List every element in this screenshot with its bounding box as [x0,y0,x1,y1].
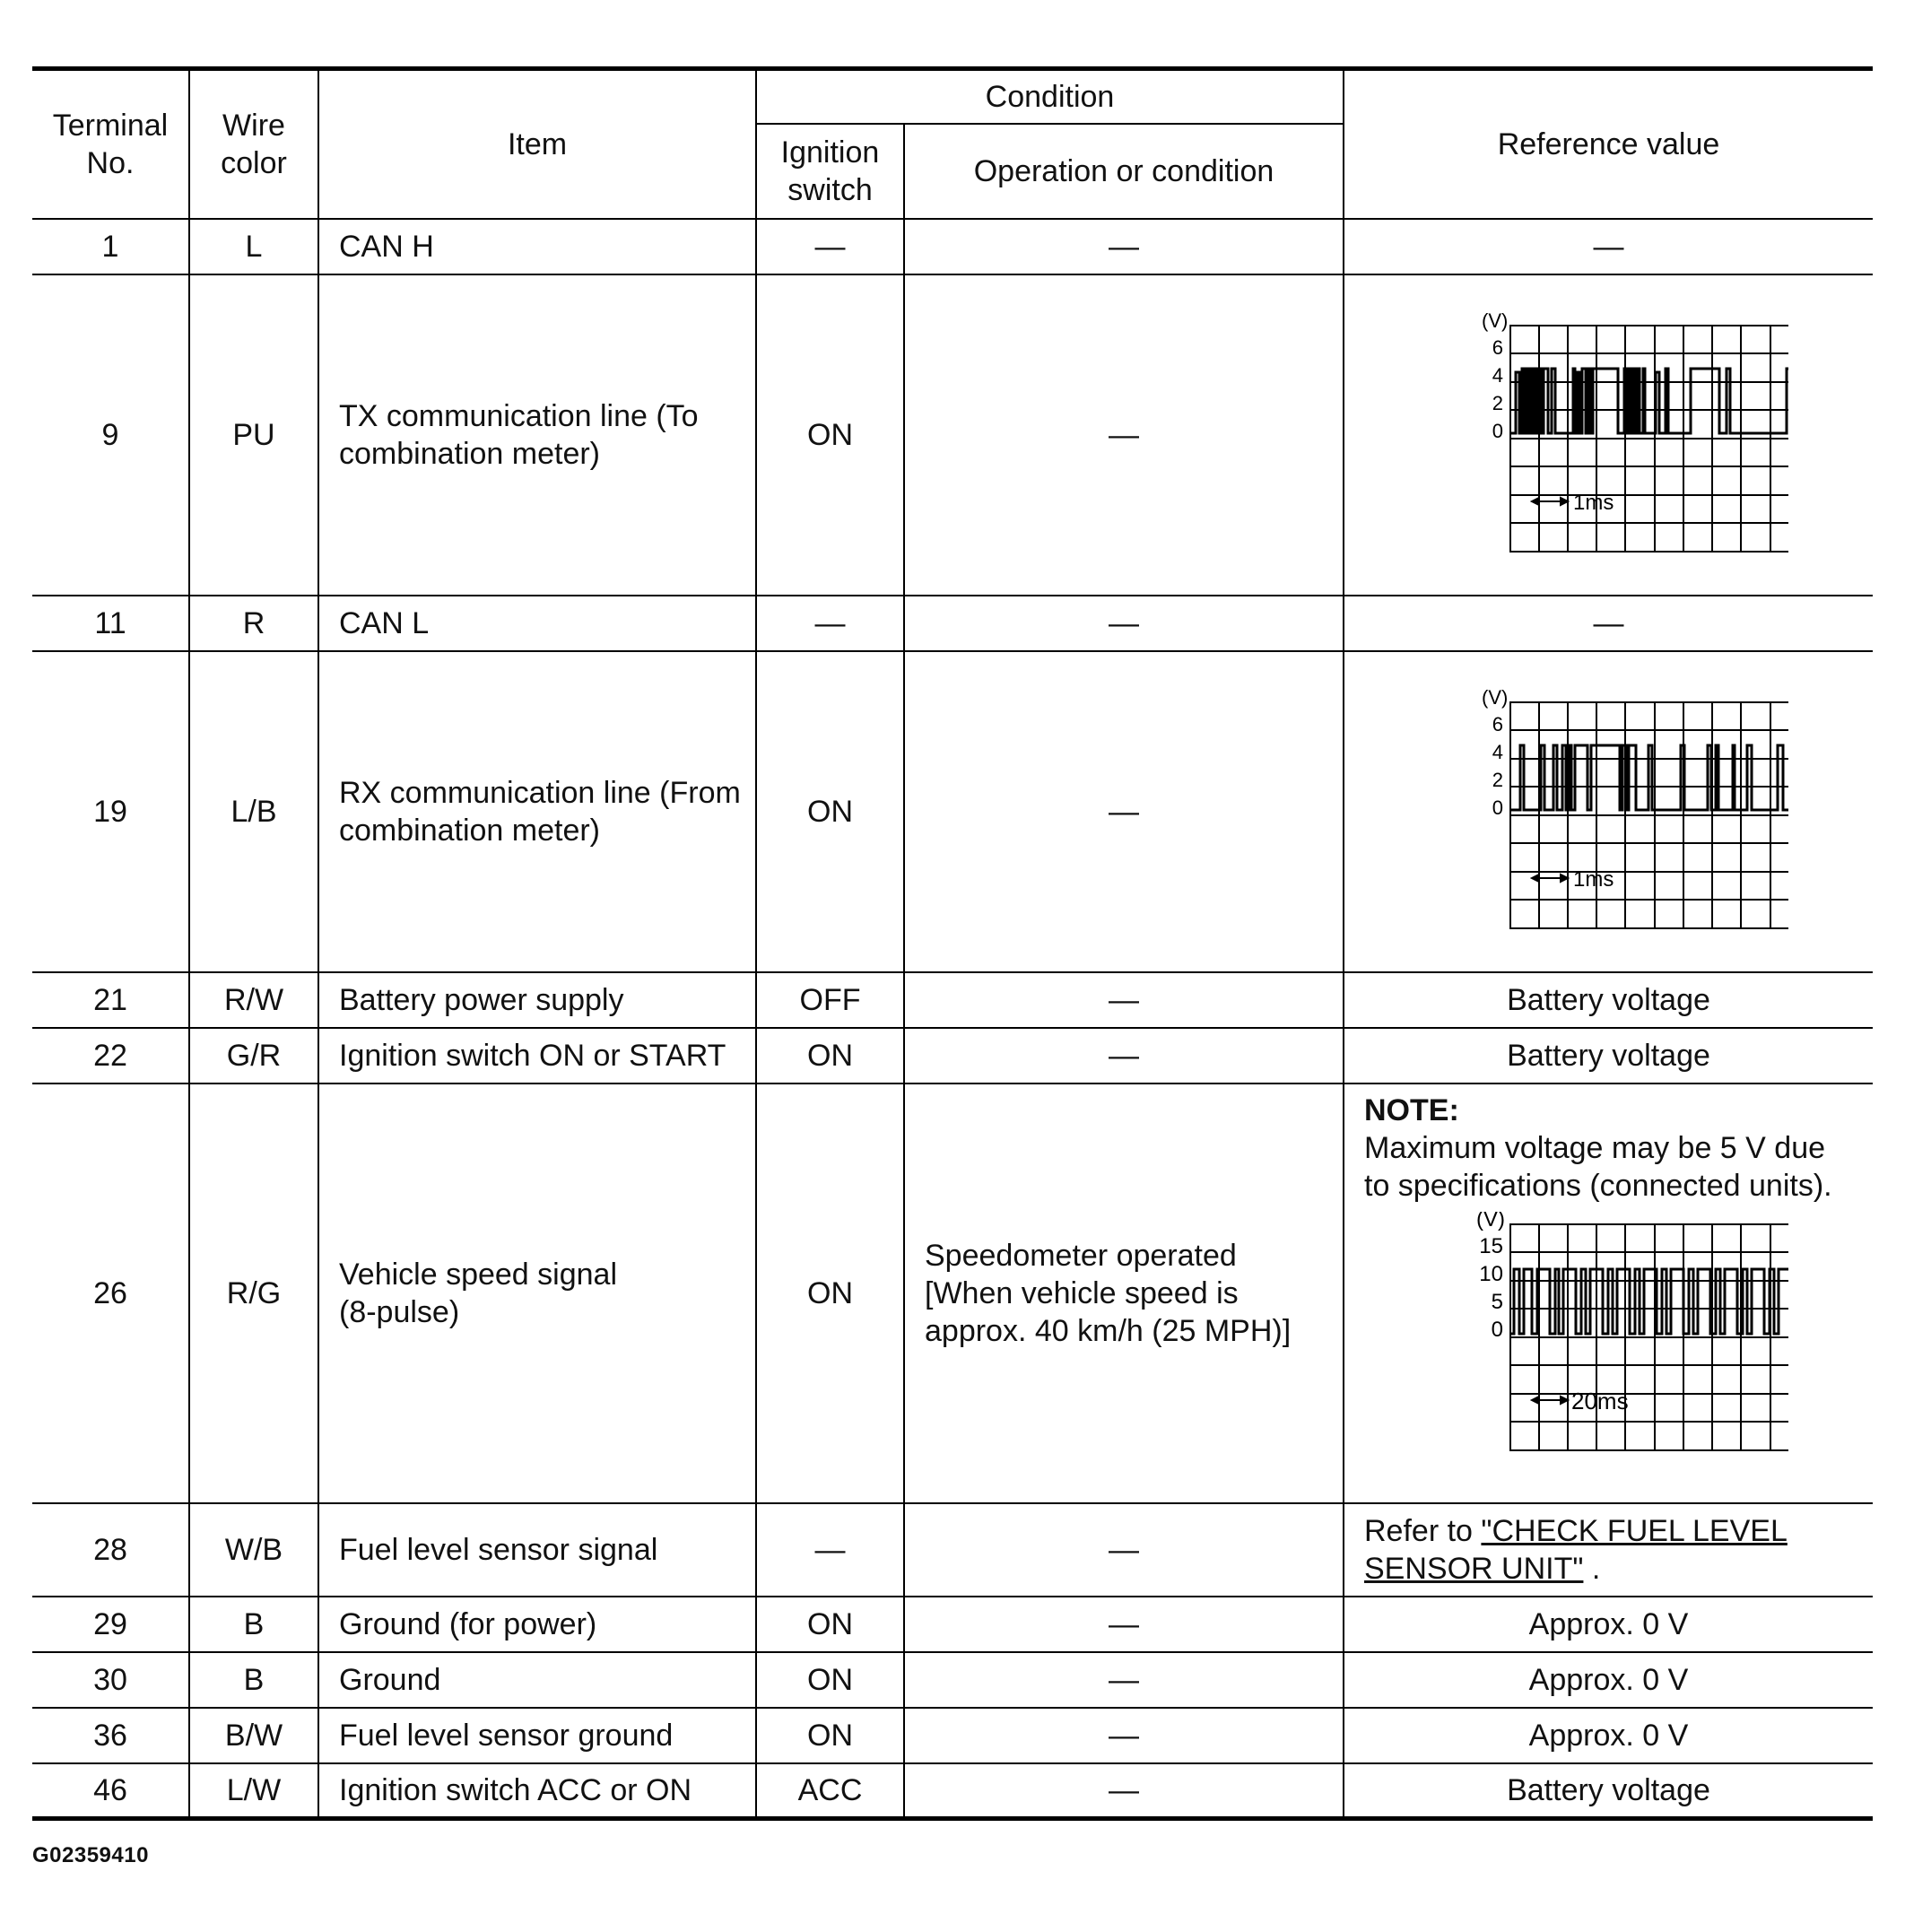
wire-color-cell: PU [189,274,318,596]
wire-color-cell: B/W [189,1708,318,1763]
header-operation-or-condition: Operation or condition [904,124,1344,219]
wire-color-cell: R [189,596,318,651]
wire-color-cell: B [189,1597,318,1652]
waveform-grid [1510,1224,1788,1450]
terminal-cell: 46 [32,1763,189,1819]
operation-cell [904,1083,1344,1503]
waveform-trace [1510,745,1788,810]
item-cell: RX communication line (From combination meter) [318,651,756,972]
terminal-cell: 22 [32,1028,189,1083]
table-row [32,274,1873,596]
check-fuel-level-sensor-unit-link[interactable]: "CHECK FUEL LEVEL SENSOR UNIT" [1364,1513,1788,1586]
note-text: Maximum voltage may be 5 V due to specifications (connected units). [1364,1130,1832,1203]
reference-cell [1344,1083,1873,1503]
reference-suffix: . [1583,1551,1601,1586]
terminal-cell: 19 [32,651,189,972]
operation-cell: — [904,219,1344,274]
reference-cell: Battery voltage [1344,972,1873,1028]
terminal-cell: 26 [32,1083,189,1503]
waveform-grid [1510,326,1788,552]
item-cell: Ground (for power) [318,1597,756,1652]
item-cell: Fuel level sensor ground [318,1708,756,1763]
item-cell: CAN L [318,596,756,651]
figure-id: G02359410 [32,1843,149,1867]
wire-color-cell: R/G [189,1083,318,1503]
operation-cell: — [904,596,1344,651]
waveform-tick: 5 [1491,1289,1503,1314]
ignition-cell: ON [756,1708,904,1763]
wire-color-cell: L/W [189,1763,318,1819]
waveform-tick: 0 [1492,796,1503,819]
rx-waveform [1430,686,1788,937]
ignition-cell: ACC [756,1763,904,1819]
item-cell: Ignition switch ON or START [318,1028,756,1083]
reference-cell [1344,274,1873,596]
operation-line: Speedometer operated [925,1238,1237,1273]
terminal-cell: 36 [32,1708,189,1763]
terminal-cell: 1 [32,219,189,274]
item-cell: Fuel level sensor signal [318,1503,756,1597]
reference-cell: Approx. 0 V [1344,1708,1873,1763]
wire-color-cell: L [189,219,318,274]
waveform-tick: 15 [1478,1233,1503,1258]
operation-line: [When vehicle speed is approx. 40 km/h (25 MPH)] [925,1275,1292,1348]
reference-cell: — [1344,596,1873,651]
item-line: Vehicle speed signal [339,1257,618,1292]
item-cell: TX communication line (To combination meter) [318,274,756,596]
table-row [32,1708,1873,1763]
item-cell [318,1083,756,1503]
item-cell: Ground [318,1652,756,1708]
table-row [32,1763,1873,1819]
waveform-tick: 0 [1491,1317,1503,1342]
table-row [32,596,1873,651]
ignition-cell: ON [756,651,904,972]
item-cell: Battery power supply [318,972,756,1028]
reference-cell: Approx. 0 V [1344,1597,1873,1652]
ignition-cell: — [756,219,904,274]
wire-color-cell: B [189,1652,318,1708]
operation-cell: — [904,1028,1344,1083]
item-cell: Ignition switch ACC or ON [318,1763,756,1819]
ignition-cell: ON [756,1597,904,1652]
wire-color-cell: L/B [189,651,318,972]
operation-cell: — [904,972,1344,1028]
operation-cell: — [904,1763,1344,1819]
terminal-cell: 9 [32,274,189,596]
operation-cell: — [904,1708,1344,1763]
wire-color-cell: W/B [189,1503,318,1597]
reference-cell: Battery voltage [1344,1763,1873,1819]
header-ignition-switch: Ignition switch [756,124,904,219]
item-cell: CAN H [318,219,756,274]
waveform-unit: (V) [1481,685,1508,709]
table-row [32,1503,1873,1597]
operation-cell: — [904,1652,1344,1708]
header-item: Item [318,69,756,219]
terminal-reference-table [32,66,1873,1821]
reference-cell: Battery voltage [1344,1028,1873,1083]
header-terminal-no: Terminal No. [32,69,189,219]
ignition-cell: OFF [756,972,904,1028]
waveform-tick: 10 [1478,1261,1503,1286]
waveform-tick: 2 [1492,768,1503,791]
item-line: (8-pulse) [339,1294,460,1329]
terminal-cell: 30 [32,1652,189,1708]
timebase-label: 1ms [1572,490,1614,515]
ignition-cell: ON [756,274,904,596]
waveform-unit: (V) [1481,309,1508,332]
waveform-trace [1510,369,1788,433]
table-row [32,1083,1873,1503]
table-row [32,1652,1873,1708]
reference-cell [1344,651,1873,972]
terminal-cell: 21 [32,972,189,1028]
terminal-cell: 29 [32,1597,189,1652]
ignition-cell: ON [756,1028,904,1083]
waveform-tick: 6 [1492,712,1503,735]
table-row [32,1028,1873,1083]
waveform-tick: 0 [1492,419,1503,442]
waveform-tick: 4 [1492,740,1503,763]
header-wire-color: Wire color [189,69,318,219]
reference-cell: Approx. 0 V [1344,1652,1873,1708]
reference-cell [1344,1503,1873,1597]
operation-cell: — [904,274,1344,596]
terminal-cell: 11 [32,596,189,651]
waveform-unit: (V) [1475,1211,1505,1231]
header-reference-value: Reference value [1344,69,1873,219]
reference-cell: — [1344,219,1873,274]
note-label: NOTE: [1364,1092,1459,1127]
ignition-cell: ON [756,1083,904,1503]
speed-signal-waveform [1430,1212,1788,1454]
waveform-tick: 6 [1492,335,1503,359]
operation-cell: — [904,1503,1344,1597]
timebase-label: 20ms [1570,1387,1629,1414]
waveform-trace [1510,1269,1788,1334]
table-row [32,972,1873,1028]
tx-waveform [1430,309,1788,561]
operation-cell: — [904,1597,1344,1652]
ignition-cell: ON [756,1652,904,1708]
wire-color-cell: R/W [189,972,318,1028]
waveform-grid [1510,702,1788,928]
header-condition: Condition [756,69,1344,124]
waveform-tick: 4 [1492,363,1503,387]
ignition-cell: — [756,1503,904,1597]
table-row [32,219,1873,274]
waveform-tick: 2 [1492,391,1503,414]
timebase-arrow [1532,875,1568,882]
table-row [32,651,1873,972]
timebase-arrow [1532,498,1568,505]
terminal-cell: 28 [32,1503,189,1597]
reference-prefix: Refer to [1364,1513,1482,1548]
table-row [32,1597,1873,1652]
ignition-cell: — [756,596,904,651]
timebase-label: 1ms [1572,866,1614,892]
wire-color-cell: G/R [189,1028,318,1083]
operation-cell: — [904,651,1344,972]
timebase-arrow [1532,1397,1568,1404]
